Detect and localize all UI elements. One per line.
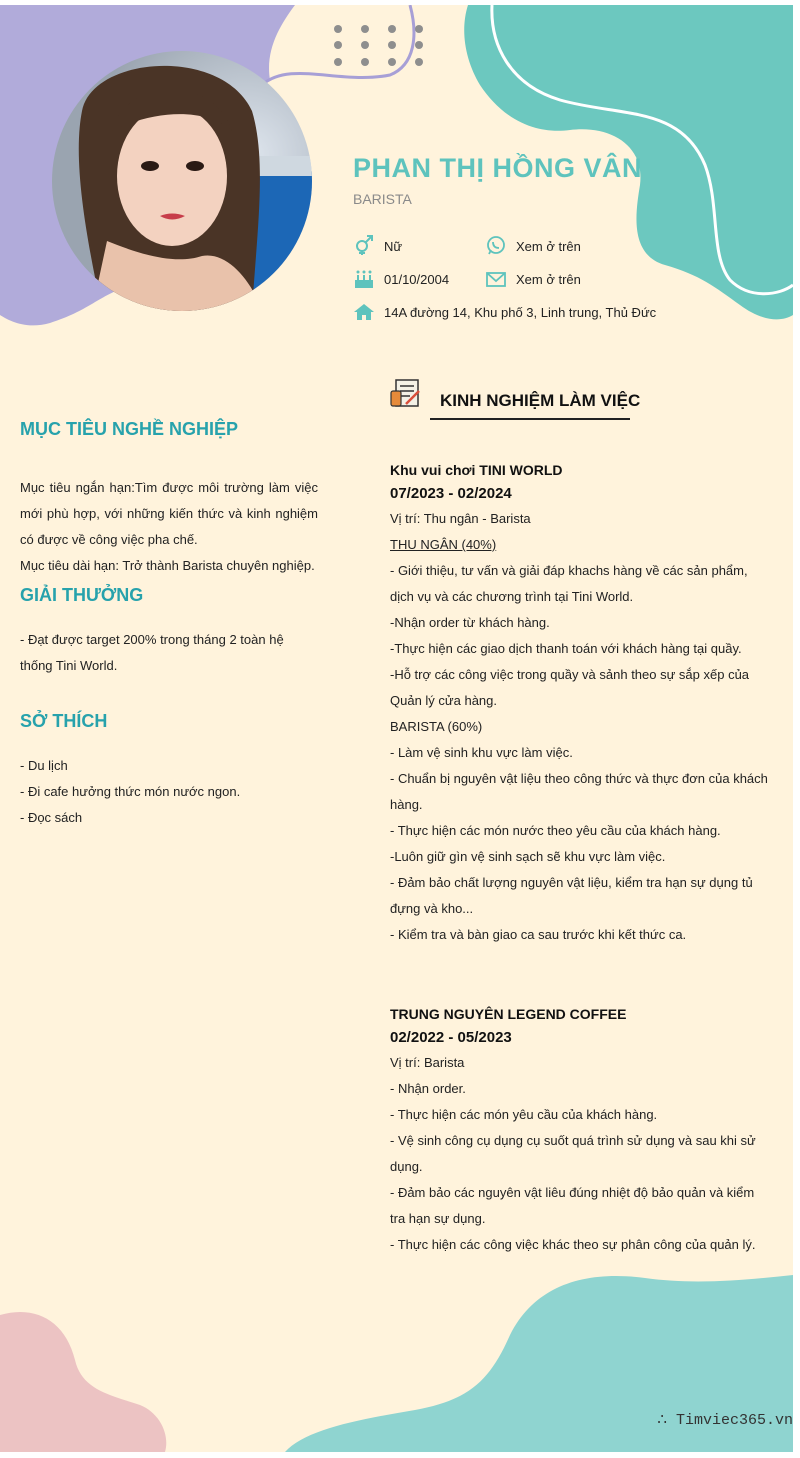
job-line: - Thực hiện các món nước theo yêu cầu của khách hàng.	[390, 823, 721, 838]
job-line: - Chuẩn bị nguyên vật liệu theo công thức và thực đơn của khách hàng.	[390, 771, 768, 812]
cv-page	[0, 5, 793, 1452]
job-line: - Kiểm tra và bàn giao ca sau trước khi kết thức ca.	[390, 927, 687, 942]
home-icon	[353, 302, 375, 322]
hobby-item: - Đọc sách	[20, 810, 83, 825]
job-line: Vị trí: Barista	[390, 1055, 465, 1070]
job-tiniworld	[390, 458, 770, 948]
hobby-item: - Du lịch	[20, 758, 68, 773]
objective-heading: MỤC TIÊU NGHỀ NGHIỆP	[20, 419, 239, 439]
decor-dots	[330, 23, 430, 73]
job-line: - Đảm bảo các nguyên vật liêu đúng nhiệt độ bảo quản và kiểm tra hạn sự dụng.	[390, 1185, 755, 1226]
avatar	[52, 51, 312, 311]
experience-icon	[390, 377, 422, 409]
job-line: - Làm vệ sinh khu vực làm việc.	[390, 745, 573, 760]
job-period: 07/2023 - 02/2024	[390, 485, 512, 502]
awards-heading: GIẢI THƯỞNG	[20, 585, 144, 605]
objective-section	[20, 475, 318, 579]
awards-text: - Đạt được target 200% trong tháng 2 toàn hệ thống Tini World.	[20, 632, 284, 673]
job-company: Khu vui chơi TINI WORLD	[390, 462, 563, 478]
watermark: ∴ Timviec365.vn	[657, 1412, 793, 1429]
gender-icon	[353, 235, 375, 255]
gender-value: Nữ	[384, 239, 403, 254]
job-line: - Nhận order.	[390, 1081, 466, 1096]
candidate-title: BARISTA	[353, 191, 412, 207]
birthday-value: 01/10/2004	[384, 272, 450, 287]
job-line: -Nhận order từ khách hàng.	[390, 615, 550, 630]
objective-long-term: Mục tiêu dài hạn: Trở thành Barista chuyên nghiệp.	[20, 558, 315, 573]
job-company: TRUNG NGUYÊN LEGEND COFFEE	[390, 1006, 627, 1022]
email-value: Xem ở trên	[516, 272, 581, 287]
hobby-item: - Đi cafe hưởng thức món nước ngon.	[20, 784, 241, 799]
objective-short-term: Mục tiêu ngắn hạn:Tìm được môi trường làm việc mới phù hợp, với những kiến thức và kinh nghiệm có được về công việc pha chế.	[20, 480, 318, 547]
job-line: - Đảm bảo chất lượng nguyên vật liệu, kiểm tra hạn sự dụng tủ đựng và kho...	[390, 875, 753, 916]
awards-section	[20, 627, 318, 679]
address-value: 14A đường 14, Khu phố 3, Linh trung, Thủ Đức	[384, 305, 657, 320]
hobbies-list	[20, 753, 318, 831]
experience-heading: KINH NGHIỆM LÀM VIỆC	[440, 391, 641, 410]
job-trungnguyen	[390, 1002, 770, 1258]
job-line: -Hỗ trợ các công việc trong quầy và sảnh theo sự sắp xếp của Quản lý cửa hàng.	[390, 667, 750, 708]
decor-blob-pink	[0, 1305, 170, 1452]
job-line: THU NGÂN (40%)	[390, 537, 497, 552]
hobbies-heading: SỞ THÍCH	[20, 711, 108, 731]
job-line: - Giới thiệu, tư vấn và giải đáp khachs hàng về các sản phẩm, dịch vụ và các chương trình tại Tini World.	[390, 563, 748, 604]
job-line: -Luôn giữ gìn vệ sinh sạch sẽ khu vực làm việc.	[390, 849, 666, 864]
job-line: BARISTA (60%)	[390, 719, 483, 734]
experience-heading-underline	[430, 418, 630, 420]
mail-icon	[485, 269, 507, 289]
job-line: - Thực hiện các món yêu cầu của khách hàng.	[390, 1107, 658, 1122]
phone-value: Xem ở trên	[516, 239, 581, 254]
candidate-name: PHAN THỊ HỒNG VÂN	[353, 153, 643, 183]
job-line: - Vệ sinh công cụ dụng cụ suốt quá trình sử dụng và sau khi sử dụng.	[390, 1133, 756, 1174]
cake-icon	[353, 269, 375, 289]
phone-icon	[485, 235, 507, 255]
job-period: 02/2022 - 05/2023	[390, 1029, 512, 1046]
job-line: -Thực hiện các giao dịch thanh toán với khách hàng tại quầy.	[390, 641, 742, 656]
job-line: - Thực hiện các công việc khác theo sự phân công của quản lý.	[390, 1237, 756, 1252]
job-line: Vị trí: Thu ngân - Barista	[390, 511, 531, 526]
